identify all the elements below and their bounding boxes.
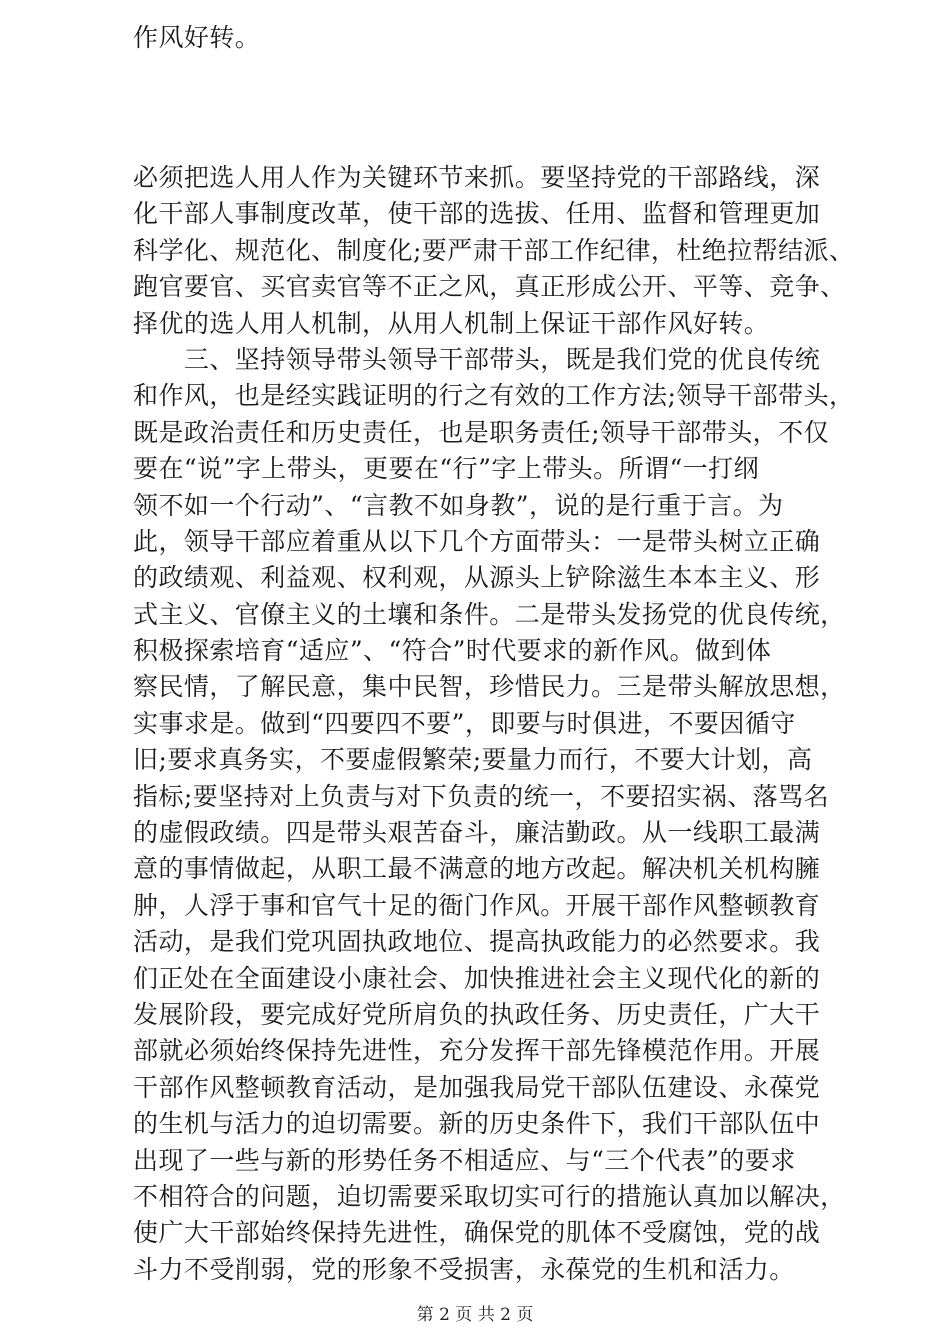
text-line: 式主义、官僚主义的土壤和条件。二是带头发扬党的优良传统， — [133, 599, 846, 629]
text-line: 活动，是我们党巩固执政地位、提高执政能力的必然要求。我 — [133, 927, 821, 957]
text-line: 的生机与活力的迫切需要。新的历史条件下，我们干部队伍中 — [133, 1109, 821, 1139]
text-line: 旧;要求真务实，不要虚假繁荣;要量力而行，不要大计划，高 — [133, 745, 813, 775]
text-line: 三、坚持领导带头领导干部带头，既是我们党的优良传统 — [133, 344, 821, 374]
text-line: 们正处在全面建设小康社会、加快推进社会主义现代化的新的 — [133, 963, 821, 993]
top-text-line — [133, 20, 833, 56]
text-line: 的政绩观、利益观、权利观，从源头上铲除滋生本本主义、形 — [133, 563, 821, 593]
text-line: 使广大干部始终保持先进性，确保党的肌体不受腐蚀，党的战 — [133, 1218, 821, 1248]
text-line: 发展阶段，要完成好党所肩负的执政任务、历史责任，广大干 — [133, 999, 821, 1029]
text-line: 实事求是。做到“四要四不要”，即要与时俱进，不要因循守 — [133, 708, 796, 738]
text-line: 科学化、规范化、制度化;要严肃干部工作纪律，杜绝拉帮结派、 — [133, 235, 855, 265]
text-line: 此，领导干部应着重从以下几个方面带头：一是带头树立正确 — [133, 526, 821, 556]
body-text — [133, 160, 855, 1288]
text-line: 跑官要官、买官卖官等不正之风，真正形成公开、平等、竞争、 — [133, 272, 846, 302]
text-line: 必须把选人用人作为关键环节来抓。要坚持党的干部路线，深 — [133, 163, 821, 192]
text-line: 既是政治责任和历史责任，也是职务责任;领导干部带头，不仅 — [133, 417, 830, 447]
text-line: 化干部人事制度改革，使干部的选拔、任用、监督和管理更加 — [133, 199, 821, 229]
text-line: 要在“说”字上带头，更要在“行”字上带头。所谓“一打纲 — [133, 454, 760, 484]
text-line: 择优的选人用人机制，从用人机制上保证干部作风好转。 — [133, 308, 770, 338]
text-line: 干部作风整顿教育活动，是加强我局党干部队伍建设、永葆党 — [133, 1072, 821, 1102]
text-line: 的虚假政绩。四是带头艰苦奋斗，廉洁勤政。从一线职工最满 — [133, 818, 821, 848]
page-footer: 第 2 页 共 2 页 — [416, 1305, 534, 1325]
text-line: 积极探索培育“适应”、“符合”时代要求的新作风。做到体 — [133, 636, 772, 666]
text-line: 肿，人浮于事和官气十足的衙门作风。开展干部作风整顿教育 — [133, 890, 821, 920]
text-line: 和作风，也是经实践证明的行之有效的工作方法;领导干部带头， — [133, 381, 855, 411]
text-line: 领不如一个行动”、“言教不如身教”，说的是行重于言。为 — [133, 490, 784, 520]
text-line: 部就必须始终保持先进性，充分发挥干部先锋模范作用。开展 — [133, 1036, 821, 1066]
text-line: 意的事情做起，从职工最不满意的地方改起。解决机关机构臃 — [133, 854, 821, 884]
text-line: 指标;要坚持对上负责与对下负责的统一，不要招实祸、落骂名 — [133, 781, 830, 811]
text-line: 察民情，了解民意，集中民智，珍惜民力。三是带头解放思想， — [133, 672, 846, 702]
text-line: 作风好转。 — [133, 23, 261, 52]
text-line: 出现了一些与新的形势任务不相适应、与“三个代表”的要求 — [133, 1145, 796, 1175]
text-line: 斗力不受削弱，党的形象不受损害，永葆党的生机和活力。 — [133, 1254, 795, 1284]
text-line: 不相符合的问题，迫切需要采取切实可行的措施认真加以解决， — [133, 1181, 846, 1211]
